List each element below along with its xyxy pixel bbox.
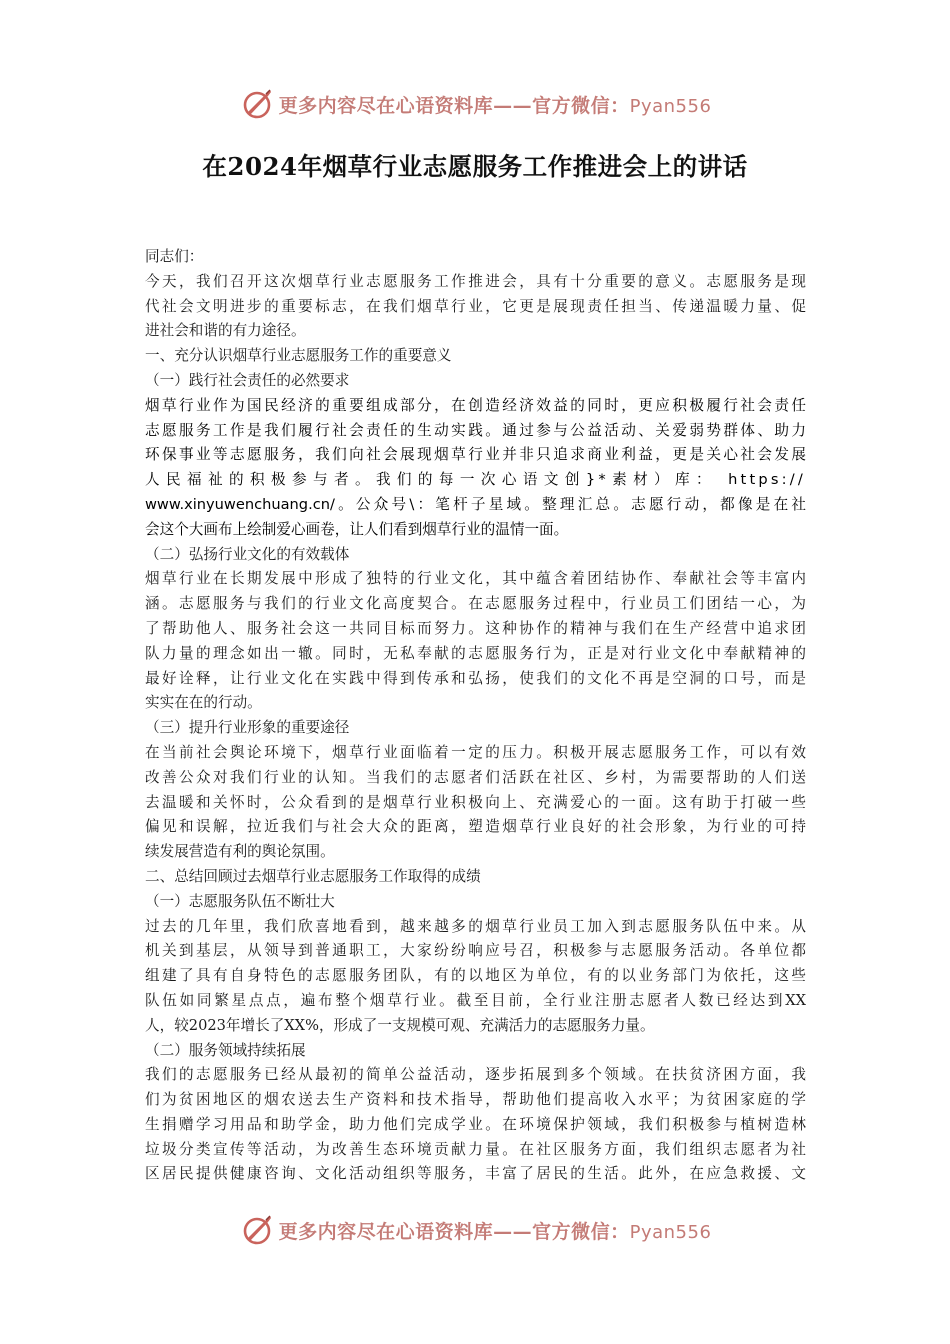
paragraph-line: 烟草行业在长期发展中形成了独特的行业文化，其中蕴含着团结协作、奉献社会等丰富内: [145, 570, 806, 588]
paragraph-line: 垃圾分类宣传等活动，为改善生态环境贡献力量。在社区服务方面，我们组织志愿者为社: [145, 1140, 806, 1158]
subsection-heading: （三）提升行业形象的重要途径: [145, 719, 350, 737]
paragraph-line: 环保事业等志愿服务，我们向社会展现烟草行业并非只追求商业利益，更是关心社会发展: [145, 446, 806, 464]
paragraph-line: 今天，我们召开这次烟草行业志愿服务工作推进会，具有十分重要的意义。志愿服务是现: [145, 272, 806, 290]
paragraph-line: 区居民提供健康咨询、文化活动组织等服务，丰富了居民的生活。此外，在应急救援、文: [145, 1165, 806, 1183]
wechat-id: Pyan556: [629, 1221, 712, 1243]
footer-banner: [0, 1210, 950, 1250]
paragraph-line: 烟草行业作为国民经济的重要组成部分，在创造经济效益的同时，更应积极履行社会责任: [145, 396, 806, 414]
header-banner: [0, 84, 950, 124]
paragraph-line: 过去的几年里，我们欣喜地看到，越来越多的烟草行业员工加入到志愿服务队伍中来。从: [145, 917, 806, 935]
banner-text: 更多内容尽在心语资料库——官方微信：Pyan556: [278, 1220, 712, 1243]
banner-text: 更多内容尽在心语资料库——官方微信：Pyan556: [278, 94, 712, 117]
pen-logo-icon: [239, 86, 275, 122]
paragraph-line: 实实在在的行动。: [145, 694, 262, 712]
paragraph-line: 机关到基层，从领导到普通职工，大家纷纷响应号召，积极参与志愿服务活动。各单位都: [145, 942, 806, 960]
paragraph-line: 进社会和谐的有力途径。: [145, 322, 306, 340]
paragraph-line: 们为贫困地区的烟农送去生产资料和技术指导，帮助他们提高收入水平；为贫困家庭的学: [145, 1091, 806, 1109]
paragraph-line: 代社会文明进步的重要标志，在我们烟草行业，它更是展现责任担当、传递温暖力量、促: [145, 297, 806, 315]
wechat-id: Pyan556: [629, 95, 712, 117]
subsection-heading: （二）服务领域持续拓展: [145, 1041, 306, 1059]
section-heading: 一、充分认识烟草行业志愿服务工作的重要意义: [145, 347, 452, 365]
paragraph-line: 志愿服务工作是我们履行社会责任的生动实践。通过参与公益活动、关爱弱势群体、助力: [145, 421, 806, 439]
page-title: 在2024年烟草行业志愿服务工作推进会上的讲话: [202, 152, 748, 181]
paragraph-line: 人民福祉的积极参与者。我们的每一次心语文创}*素材）库： https://: [145, 471, 806, 489]
paragraph-line: 了帮助他人、服务社会这一共同目标而努力。这种协作的精神与我们在生产经营中追求团: [145, 619, 806, 637]
paragraph-line: 偏见和误解，拉近我们与社会大众的距离，塑造烟草行业良好的社会形象，为行业的可持: [145, 818, 806, 836]
paragraph-line: www.xinyuwenchuang.cn/。公众号\：笔杆子星域。整理汇总。志愿行动，都像是在社: [145, 495, 806, 513]
subsection-heading: （二）弘扬行业文化的有效载体: [145, 545, 350, 563]
paragraph-line: 队伍如同繁星点点，遍布整个烟草行业。截至目前，全行业注册志愿者人数已经达到XX: [145, 991, 806, 1009]
pen-logo-icon: [239, 1212, 275, 1248]
paragraph-line: 涵。志愿服务与我们的行业文化高度契合。在志愿服务过程中，行业员工们团结一心，为: [145, 595, 806, 613]
subsection-heading: （一）志愿服务队伍不断壮大: [145, 892, 335, 910]
paragraph-line: 改善公众对我们行业的认知。当我们的志愿者们活跃在社区、乡村，为需要帮助的人们送: [145, 768, 806, 786]
section-heading: 二、总结回顾过去烟草行业志愿服务工作取得的成绩: [145, 867, 481, 885]
paragraph-line: 生捐赠学习用品和助学金，助力他们完成学业。在环境保护领域，我们积极参与植树造林: [145, 1115, 806, 1133]
speech-body: [145, 245, 806, 1187]
salutation: 同志们：: [145, 248, 204, 265]
paragraph-line: 队力量的理念如出一辙。同时，无私奉献的志愿服务行为，正是对行业文化中奉献精神的: [145, 644, 806, 662]
paragraph-line: 续发展营造有利的舆论氛围。: [145, 843, 335, 861]
paragraph-line: 最好诠释，让行业文化在实践中得到传承和弘扬，使我们的文化不再是空洞的口号，而是: [145, 669, 806, 687]
paragraph-line: 组建了具有自身特色的志愿服务团队，有的以地区为单位，有的以业务部门为依托，这些: [145, 967, 806, 985]
paragraph-line: 去温暖和关怀时，公众看到的是烟草行业积极向上、充满爱心的一面。这有助于打破一些: [145, 793, 806, 811]
paragraph-line: 我们的志愿服务已经从最初的简单公益活动，逐步拓展到多个领域。在扶贫济困方面，我: [145, 1066, 806, 1084]
subsection-heading: （一）践行社会责任的必然要求: [145, 371, 350, 389]
paragraph-line: 人，较2023年增长了XX%，形成了一支规模可观、充满活力的志愿服务力量。: [145, 1016, 655, 1034]
paragraph-line: 会这个大画布上绘制爱心画卷，让人们看到烟草行业的温情一面。: [145, 520, 569, 538]
paragraph-line: 在当前社会舆论环境下，烟草行业面临着一定的压力。积极开展志愿服务工作，可以有效: [145, 743, 806, 761]
